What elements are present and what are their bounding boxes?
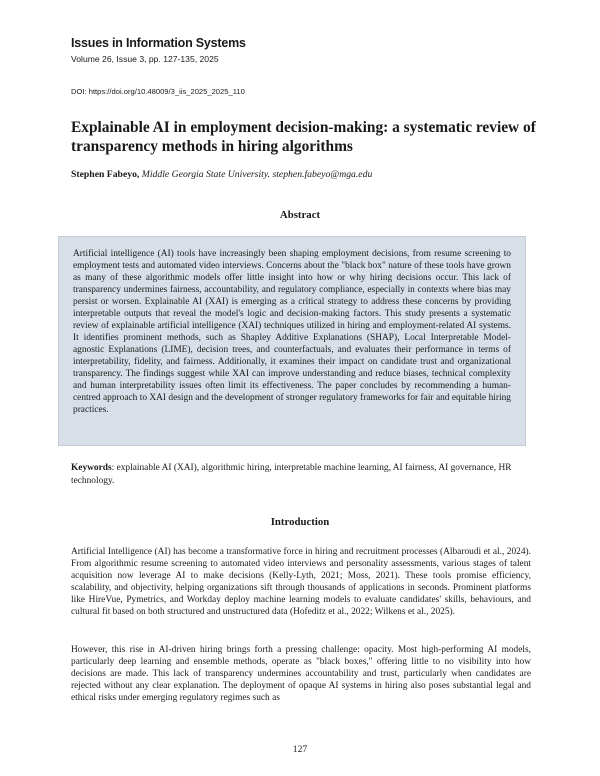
abstract-heading: Abstract (279, 209, 321, 221)
keywords-label: Keywords (71, 463, 112, 473)
introduction-heading: Introduction (270, 516, 330, 528)
abstract-text: Artificial intelligence (AI) tools have increasingly been shaping employment decisions, from resume screening to employment tests and automated video interviews. Concerns about the "black box" nature of these tools have grown as many of these algorithmic models offer little insight into how or why hiring decisions occur. This lack of transparency undermines fairness, accountability, and regulatory compliance, especially in contexts where bias may persist or worsen. Explainable AI (XAI) is emerging as a critical strategy to address these concerns by providing interpretable outputs that reveal the model's logic and decision-making factors. This study presents a systematic review of explainable artificial intelligence (XAI) techniques utilized in hiring and employment-related AI systems. It identifies prominent methods, such as Shapley Additive Explanations (SHAP), Local Interpretable Model-agnostic Explanations (LIME), decision trees, and counterfactuals, and evaluates their performance in terms of interpretability, fidelity, and fairness. Additionally, it examines their impact on candidate trust and organizational transparency. The findings suggest while XAI can improve understanding and reduce biases, technical complexity and human interpretability issues often limit its effectiveness. The paper concludes by recommending a human-centred approach to XAI design and the development of stronger regulatory frameworks for fair and equitable hiring practices. (73, 249, 511, 415)
author-line (71, 169, 541, 180)
doi-link[interactable]: DOI: https://doi.org/10.48009/3_iis_2025_2025_110 (71, 87, 245, 96)
keywords-text: : explainable AI (XAI), algorithmic hiring, interpretable machine learning, AI fairness, AI governance, HR technology. (71, 463, 512, 486)
author-name: Stephen Fabeyo, (71, 169, 140, 180)
intro-paragraph-1: Artificial Intelligence (AI) has become a transformative force in hiring and recruitment processes (Albaroudi et al., 2024). From algorithmic resume screening to automated video interviews and personality assessments, various stages of talent acquisition now leverage AI to make decisions (Kelly-Lyth, 2021; Moss, 2021). These tools promise efficiency, scalability, and objectivity, helping organizations sift through thousands of applications in seconds. Prominent platforms like HireVue, Pymetrics, and Workday deploy machine learning models to evaluate candidates' skills, behaviours, and cultural fit based on both structured and unstructured data (Hofeditz et al., 2022; Wilkens et al., 2025). (71, 547, 531, 617)
journal-name: Issues in Information Systems (71, 36, 246, 50)
intro-paragraph-2: However, this rise in AI-driven hiring brings forth a pressing challenge: opacity. Most high-performing AI models, particularly deep learning and ensemble methods, operate as "black boxes," offering little to no visibility into how decisions are made. This lack of transparency undermines accountability and trust, particularly when candidates are rejected without any clear explanation. The deployment of opaque AI systems in hiring also poses substantial legal and ethical risks under emerging regulatory regimes such as (71, 645, 531, 703)
page-number: 127 (292, 744, 308, 755)
keywords (71, 462, 533, 488)
volume-info: Volume 26, Issue 3, pp. 127-135, 2025 (71, 54, 219, 64)
abstract-box (58, 236, 526, 446)
paper-title: Explainable AI in employment decision-making: a systematic review of transparency methods in hiring algorithms (71, 119, 536, 155)
author-affiliation: Middle Georgia State University. stephen.fabeyo@mga.edu (141, 169, 373, 180)
